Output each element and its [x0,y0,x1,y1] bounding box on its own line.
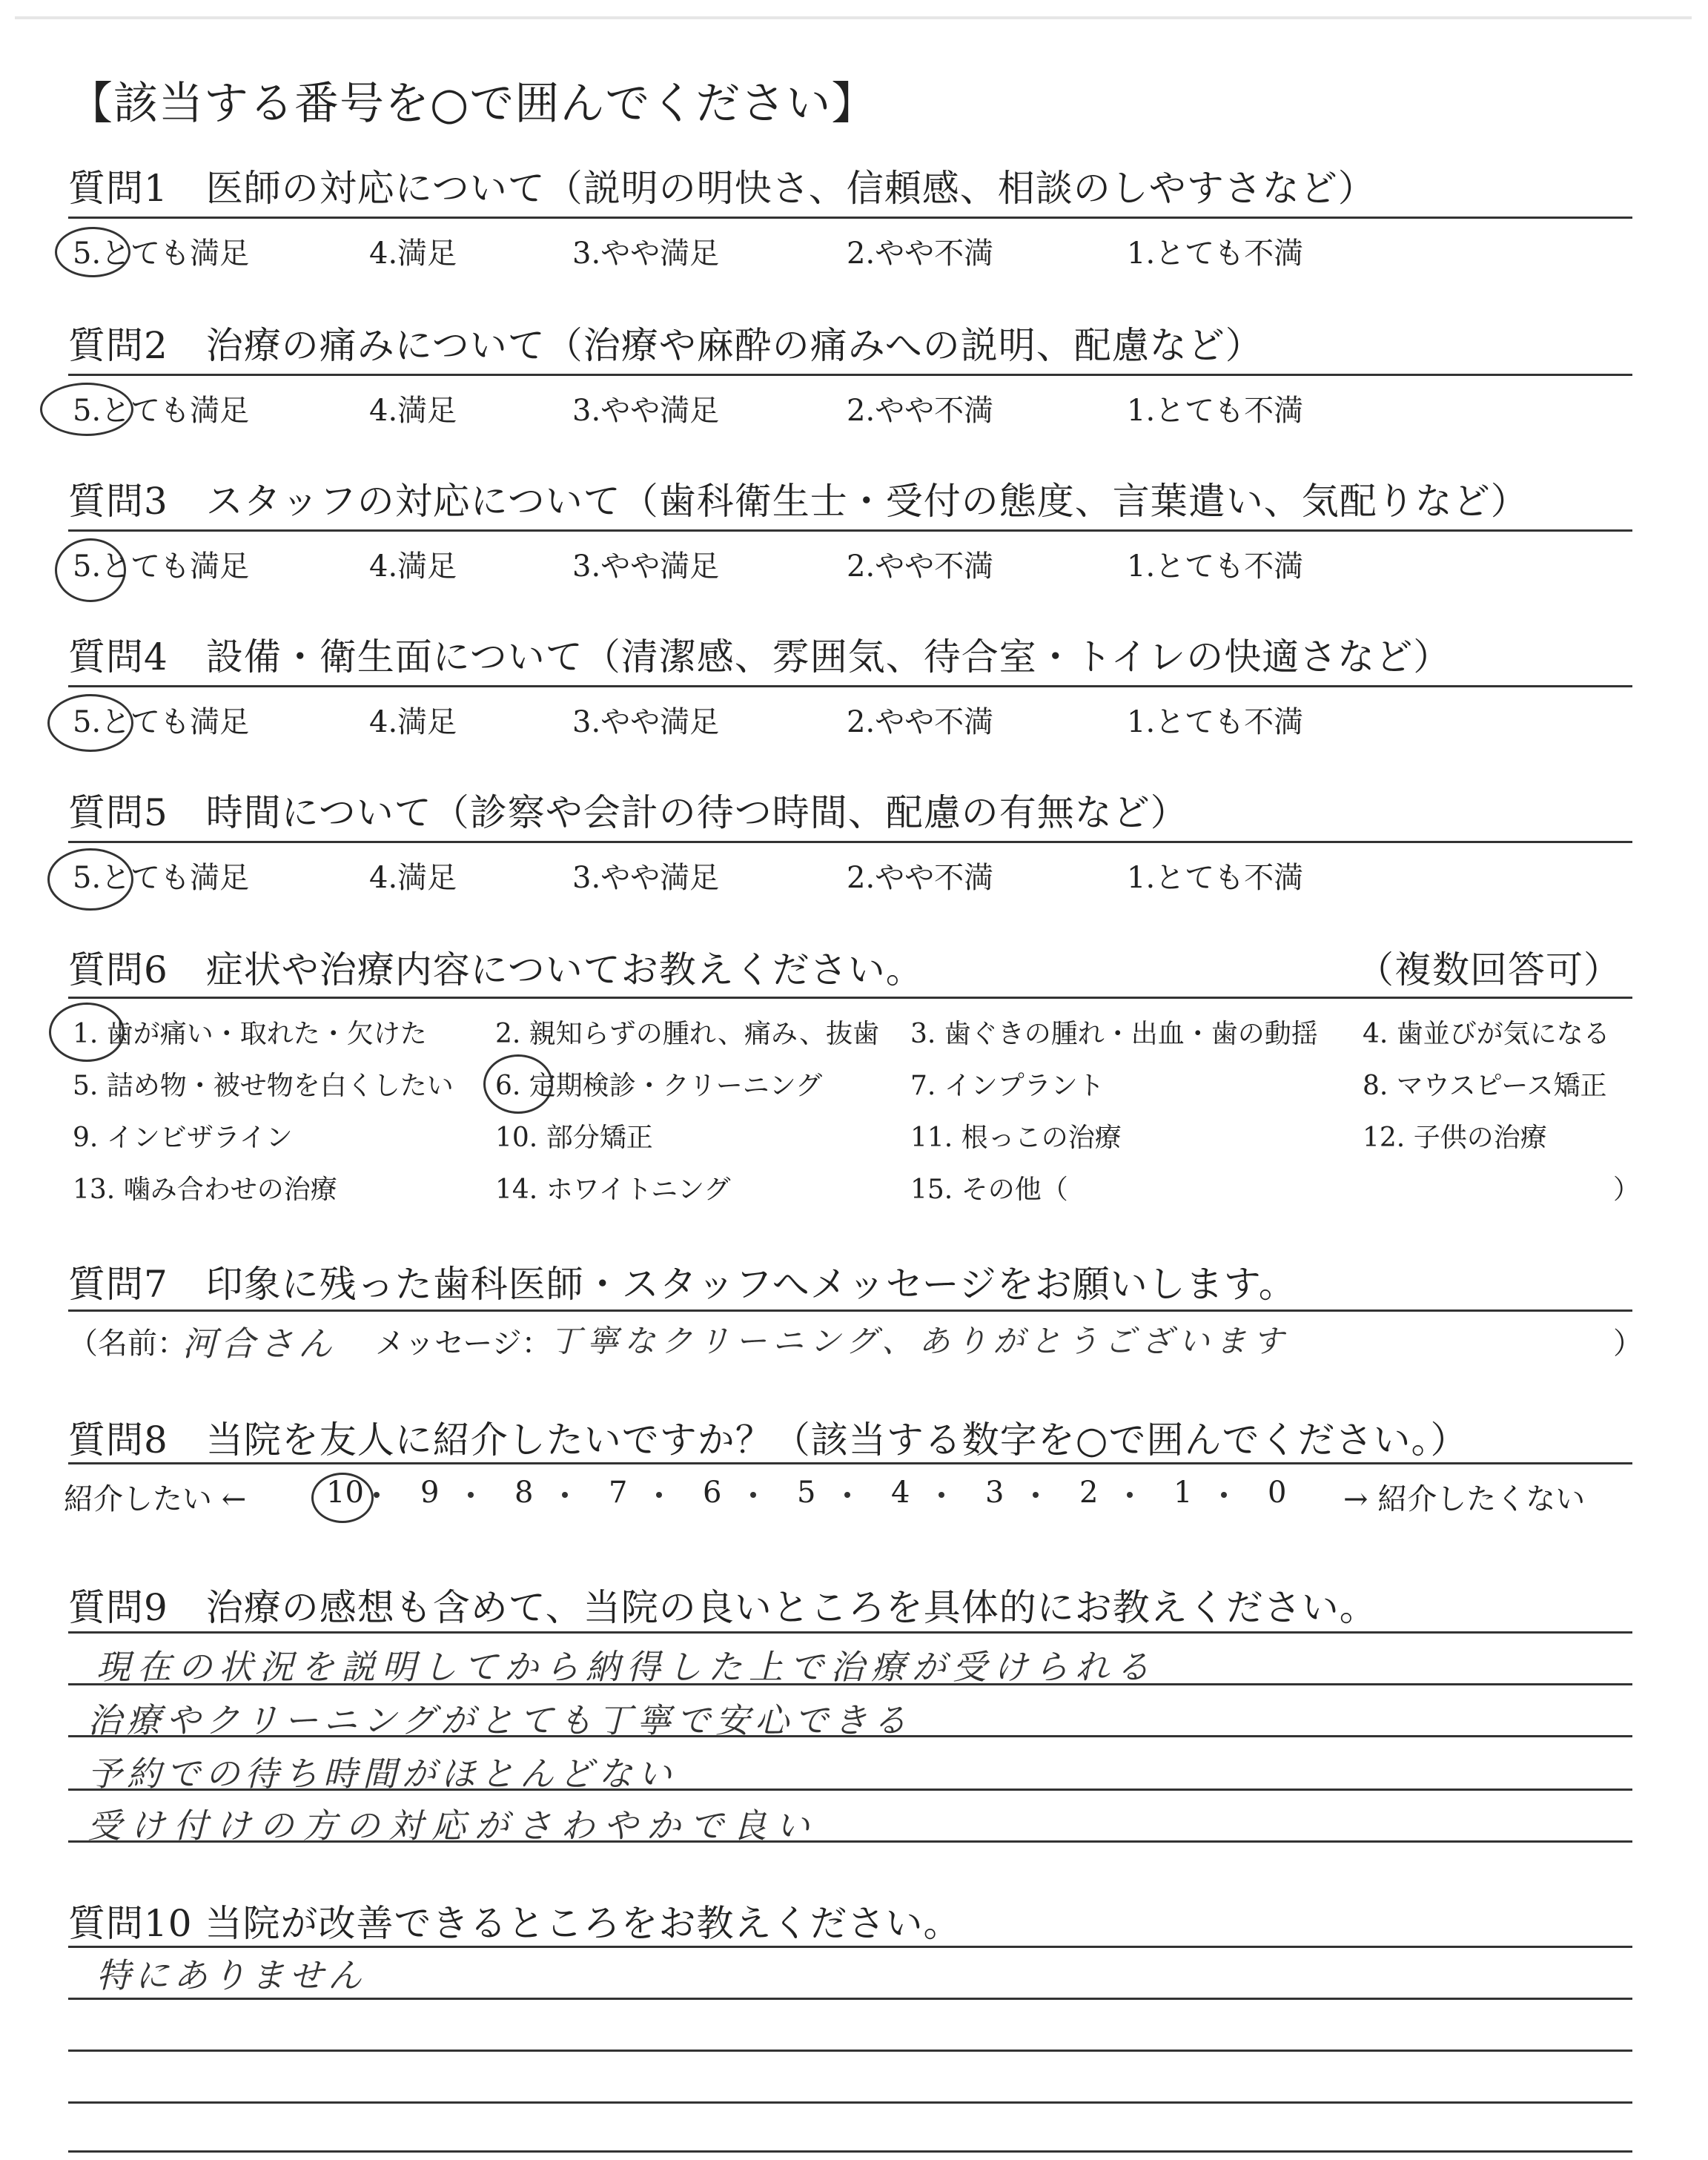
scale-separator-dot [1127,1492,1133,1498]
scale-separator-dot [656,1492,662,1498]
answer-line [68,2050,1632,2052]
good-point-answer[interactable]: 治療やクリーニングがとても丁寧で安心できる [87,1700,913,1740]
q1-option-4[interactable]: 4.満足 [369,237,457,271]
scale-number-0[interactable]: 0 [1268,1476,1287,1510]
answer-line [68,1631,1632,1634]
scale-separator-dot [844,1492,850,1498]
q3-option-1[interactable]: 1.とても不満 [1127,549,1304,584]
question-5: 質問5 時間について（診察や会計の待つ時間、配慮の有無など） [68,791,1188,834]
q6-option[interactable]: 13. 噛み合わせの治療 [73,1175,337,1205]
scale-separator-dot [374,1492,380,1498]
q1-option-1[interactable]: 1.とても不満 [1127,237,1304,271]
question-8: 質問8 当院を友人に紹介したいですか？（該当する数字を○で囲んでください。） [68,1418,1469,1462]
question-7: 質問7 印象に残った歯科医師・スタッフへメッセージをお願いします。 [68,1263,1297,1306]
q4-option-5[interactable]: 5.とても満足 [73,705,250,739]
q6-other-close: ） [1613,1175,1641,1205]
q6-option[interactable]: 3. 歯ぐきの腫れ・出血・歯の動揺 [910,1019,1318,1049]
good-point-answer[interactable]: 受け付けの方の対応がさわやかで良い [87,1806,818,1846]
q2-option-3[interactable]: 3.やや満足 [572,394,720,428]
divider [68,685,1632,687]
q6-option[interactable]: 2. 親知らずの腫れ、痛み、抜歯 [495,1019,880,1049]
q6-option[interactable]: 14. ホワイトニング [495,1175,731,1205]
question-6: 質問6 症状や治療内容についてお教えください。 [68,948,924,991]
q4-option-1[interactable]: 1.とても不満 [1127,705,1304,739]
scale-right-label: → 紹介したくない [1343,1482,1586,1516]
answer-line [68,1998,1632,2000]
question-2: 質問2 治療の痛みについて（治療や麻酔の痛みへの説明、配慮など） [68,324,1263,367]
question-9: 質問9 治療の感想も含めて、当院の良いところを具体的にお教えください。 [68,1586,1377,1629]
q1-option-2[interactable]: 2.やや不満 [847,237,994,271]
name-label: （名前： [68,1327,187,1361]
q1-option-5[interactable]: 5.とても満足 [73,237,250,271]
q6-option[interactable]: 5. 詰め物・被せ物を白くしたい [73,1071,454,1101]
scale-separator-dot [468,1492,474,1498]
scale-separator-dot [1221,1492,1227,1498]
q5-option-4[interactable]: 4.満足 [369,861,457,895]
scale-left-label: 紹介したい ← [64,1482,247,1516]
multiple-answers-note: （複数回答可） [1357,948,1621,991]
scale-separator-dot [939,1492,944,1498]
divider [68,374,1632,376]
scale-number-7[interactable]: 7 [609,1476,628,1510]
scale-number-3[interactable]: 3 [985,1476,1004,1510]
scale-number-5[interactable]: 5 [797,1476,816,1510]
divider [68,217,1632,219]
q2-option-4[interactable]: 4.満足 [369,394,457,428]
q6-option[interactable]: 12. 子供の治療 [1363,1123,1547,1153]
q4-option-4[interactable]: 4.満足 [369,705,457,739]
answer-line [68,2150,1632,2153]
q6-option[interactable]: 7. インプラント [910,1071,1105,1101]
divider [68,841,1632,843]
q1-option-3[interactable]: 3.やや満足 [572,237,720,271]
divider [68,529,1632,532]
scale-number-9[interactable]: 9 [420,1476,440,1510]
answer-line [68,2101,1632,2104]
scale-number-8[interactable]: 8 [514,1476,534,1510]
divider [68,1309,1632,1312]
q2-option-1[interactable]: 1.とても不満 [1127,394,1304,428]
scale-number-6[interactable]: 6 [703,1476,722,1510]
scale-number-2[interactable]: 2 [1079,1476,1099,1510]
q3-option-5[interactable]: 5.とても満足 [73,549,250,584]
question-3: 質問3 スタッフの対応について（歯科衛生士・受付の態度、言葉遣い、気配りなど） [68,480,1529,523]
top-edge-line [15,16,1692,19]
scale-separator-dot [562,1492,568,1498]
improvement-answer[interactable]: 特にありません [96,1955,366,1995]
divider [68,997,1632,999]
q5-option-1[interactable]: 1.とても不満 [1127,861,1304,895]
q6-option[interactable]: 4. 歯並びが気になる [1363,1019,1610,1049]
q4-option-2[interactable]: 2.やや不満 [847,705,994,739]
q4-option-3[interactable]: 3.やや満足 [572,705,720,739]
message-label: メッセージ： [375,1327,552,1361]
good-point-answer[interactable]: 予約での待ち時間がほとんどない [87,1754,677,1794]
q6-option[interactable]: 9. インビザライン [73,1123,293,1153]
message-close: ） [1613,1327,1643,1361]
q5-option-3[interactable]: 3.やや満足 [572,861,720,895]
q6-option[interactable]: 11. 根っこの治療 [910,1123,1122,1153]
q3-option-3[interactable]: 3.やや満足 [572,549,720,584]
question-4: 質問4 設備・衛生面について（清潔感、雰囲気、待合室・トイレの快適さなど） [68,635,1452,678]
scale-separator-dot [1033,1492,1039,1498]
q2-option-5[interactable]: 5.とても満足 [73,394,250,428]
q6-option[interactable]: 8. マウスピース矯正 [1363,1071,1607,1101]
q6-option[interactable]: 1. 歯が痛い・取れた・欠けた [73,1019,427,1049]
scale-number-1[interactable]: 1 [1174,1476,1193,1510]
question-10: 質問10 当院が改善できるところをお教えください。 [68,1902,961,1945]
q5-option-5[interactable]: 5.とても満足 [73,861,250,895]
form-title: 【該当する番号を○で囲んでください】 [68,78,877,130]
divider [68,1462,1632,1464]
q3-option-4[interactable]: 4.満足 [369,549,457,584]
message-value[interactable]: 丁寧なクリーニング、ありがとうございます [550,1323,1290,1359]
name-value[interactable]: 河合さん [182,1324,337,1364]
q2-option-2[interactable]: 2.やや不満 [847,394,994,428]
q5-option-2[interactable]: 2.やや不満 [847,861,994,895]
scale-number-4[interactable]: 4 [891,1476,910,1510]
q3-option-2[interactable]: 2.やや不満 [847,549,994,584]
scale-separator-dot [750,1492,756,1498]
q6-option[interactable]: 6. 定期検診・クリーニング [495,1071,823,1101]
q6-option[interactable]: 10. 部分矯正 [495,1123,653,1153]
good-point-answer[interactable]: 現在の状況を説明してから納得した上で治療が受けられる [96,1647,1156,1687]
answer-line [68,1946,1632,1948]
q6-option[interactable]: 15. その他（ [910,1175,1068,1205]
scale-number-10[interactable]: 10 [326,1476,364,1510]
question-1: 質問1 医師の対応について（説明の明快さ、信頼感、相談のしやすさなど） [68,167,1376,210]
